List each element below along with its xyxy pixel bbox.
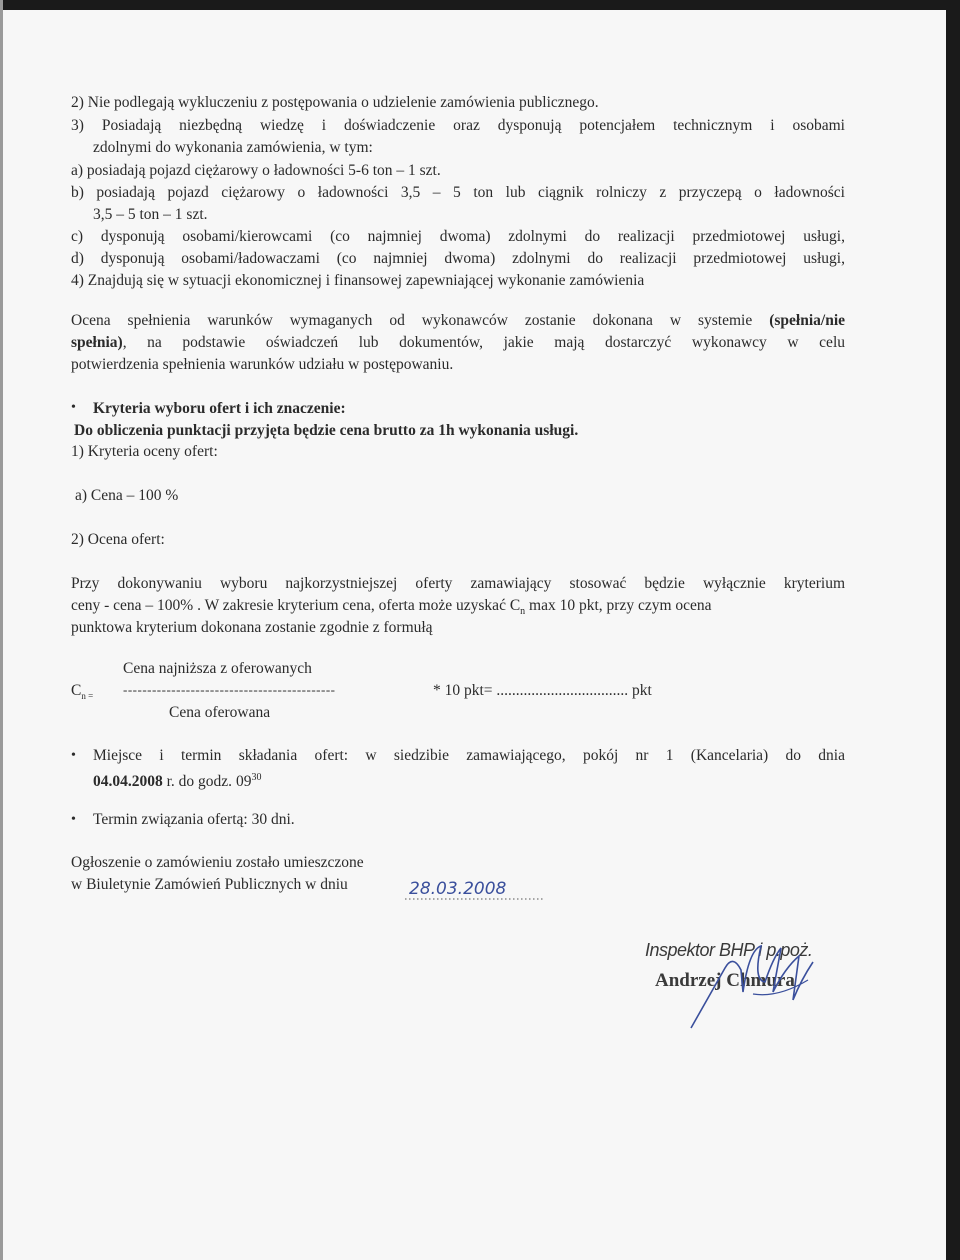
bullet-icon: • xyxy=(71,748,76,763)
deadline-line2 xyxy=(93,767,845,793)
criteria-price-note: Do obliczenia punktacji przyjęta będzie cena brutto za 1h wykonania usługi. xyxy=(74,422,579,439)
condition-3b-line2: 3,5 – 5 ton – 1 szt. xyxy=(93,206,208,223)
condition-3d: d) dysponują osobami/ładowaczami (co najmniej dwoma) zdolnymi do realizacji przedmiotowej usługi, xyxy=(71,250,845,267)
handwritten-signature xyxy=(603,910,863,1050)
formula-numerator: Cena najniższa z oferowanych xyxy=(123,660,312,677)
stamp-title: Inspektor BHP i p.poż. xyxy=(645,940,813,960)
assessment-line1 xyxy=(71,310,845,332)
deadline-date: 04.04.2008 xyxy=(93,773,163,791)
signature-stamp xyxy=(603,910,863,1050)
formula-lhs-symbol: C xyxy=(71,682,82,699)
assessment-text: Ocena spełnienia warunków wymaganych od wykonawców zostanie dokonana w systemie xyxy=(71,312,753,329)
formula-multiplier: * 10 pkt= .................................. pkt xyxy=(433,682,652,699)
deadline-minutes: 30 xyxy=(251,772,262,783)
condition-3b-line1: b) posiadają pojazd ciężarowy o ładowności 3,5 – 5 ton lub ciągnik rolniczy z przyczepą o ładowności xyxy=(71,184,845,201)
criteria-para1: Przy dokonywaniu wyboru najkorzystniejszej oferty zamawiający stosować będzie wyłącznie kryterium xyxy=(71,575,845,592)
formula-denominator: Cena oferowana xyxy=(169,704,271,721)
assessment-bold-2: spełnia) xyxy=(71,334,123,351)
scan-border-right xyxy=(946,0,960,1260)
criteria-heading: Kryteria wyboru ofert i ich znaczenie: xyxy=(93,400,346,417)
criteria-para2-rest: max 10 pkt, przy czym ocena xyxy=(525,597,712,614)
criteria-item2: 2) Ocena ofert: xyxy=(71,531,165,548)
formula-fraction-bar: -------------------------------------------- xyxy=(123,682,336,697)
criteria-item1a: a) Cena – 100 % xyxy=(75,487,179,504)
condition-2: 2) Nie podlegają wykluczeniu z postępowania o udzielenie zamówienia publicznego. xyxy=(71,94,599,111)
assessment-bold: (spełnia/nie xyxy=(769,312,846,329)
formula-lhs-sub: n = xyxy=(81,691,94,702)
criteria-para2-sub: n xyxy=(520,606,526,618)
assessment-line3: potwierdzenia spełnienia warunków udziału w postępowaniu. xyxy=(71,356,454,373)
assessment-text-2: , na podstawie oświadczeń lub dokumentów, jakie mają dostarczyć wykonawcy w celu xyxy=(122,334,845,351)
bullet-icon: • xyxy=(71,812,76,827)
condition-3-line1: 3) Posiadają niezbędną wiedzę i doświadczenie oraz dysponują potencjałem technicznym i osobami xyxy=(71,117,845,134)
signature-underline xyxy=(753,980,808,995)
publication-line2: w Biuletynie Zamówień Publicznych w dniu xyxy=(71,876,348,893)
handwritten-date-svg xyxy=(405,876,555,906)
deadline-mid: r. do godz. xyxy=(162,773,236,791)
assessment-line2 xyxy=(71,332,845,354)
handwritten-date xyxy=(405,876,555,911)
condition-3c: c) dysponują osobami/kierowcami (co najmniej dwoma) zdolnymi do realizacji przedmiotowej usługi, xyxy=(71,228,845,245)
handwritten-date-text: 28.03.2008 xyxy=(409,879,507,899)
criteria-para2-text: ceny - cena – 100% . W zakresie kryterium cena, oferta może uzyskać C xyxy=(71,597,521,614)
deadline-line1: Miejsce i termin składania ofert: w siedzibie zamawiającego, pokój nr 1 (Kancelaria) do dnia xyxy=(93,747,845,764)
condition-3-line2: zdolnymi do wykonania zamówienia, w tym: xyxy=(93,139,373,156)
bullet-icon: • xyxy=(71,400,76,415)
stamp-name: Andrzej Chmura xyxy=(655,970,795,991)
binding-period: Termin związania ofertą: 30 dni. xyxy=(93,811,295,828)
scan-border-top xyxy=(0,0,960,10)
condition-3a: a) posiadają pojazd ciężarowy o ładowności 5-6 ton – 1 szt. xyxy=(71,162,441,179)
criteria-item1: 1) Kryteria oceny ofert: xyxy=(71,443,218,460)
document-page xyxy=(3,10,946,1260)
criteria-para3: punktowa kryterium dokonana zostanie zgodnie z formułą xyxy=(71,619,433,636)
deadline-hour: 09 xyxy=(235,773,252,791)
condition-4: 4) Znajdują się w sytuacji ekonomicznej i finansowej zapewniającej wykonanie zamówienia xyxy=(71,272,645,289)
publication-line1: Ogłoszenie o zamówieniu zostało umieszczone xyxy=(71,854,364,871)
